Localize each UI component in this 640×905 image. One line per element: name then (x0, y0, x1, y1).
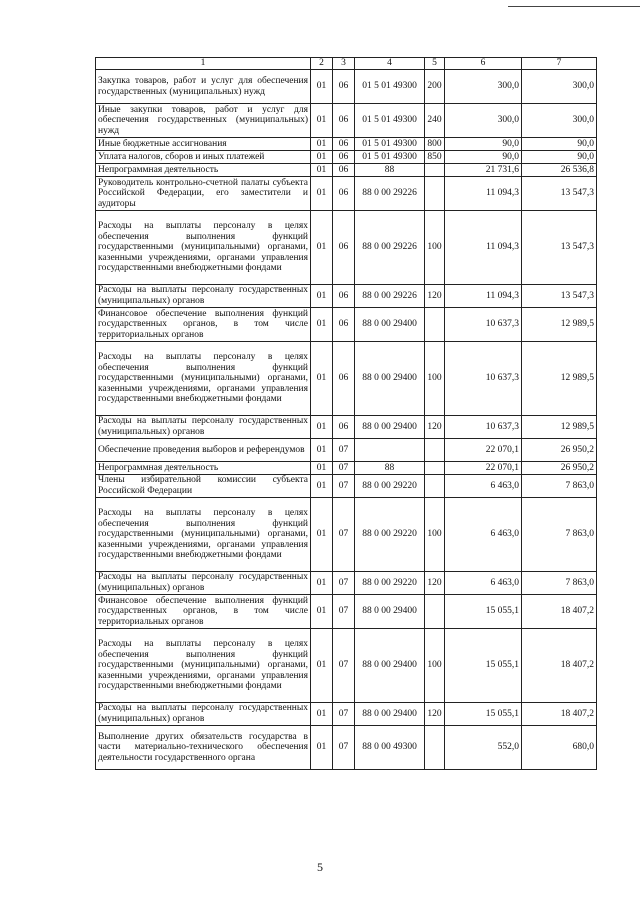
target-article-cell: 88 (355, 164, 425, 177)
amount-year-2-cell: 26 950,2 (522, 439, 597, 462)
target-article-cell (355, 439, 425, 462)
amount-year-2-cell: 7 863,0 (522, 475, 597, 498)
podrazdel-cell: 06 (333, 308, 355, 342)
amount-year-1-cell: 11 094,3 (445, 211, 522, 285)
razdel-cell: 01 (311, 462, 333, 475)
amount-year-1-cell: 6 463,0 (445, 498, 522, 572)
razdel-cell: 01 (311, 285, 333, 308)
expense-type-cell: 120 (425, 703, 445, 726)
razdel-cell: 01 (311, 164, 333, 177)
header-cell: 4 (355, 58, 425, 70)
podrazdel-cell: 07 (333, 572, 355, 595)
amount-year-2-cell: 13 547,3 (522, 177, 597, 211)
table-row (96, 595, 597, 629)
expense-type-cell (425, 308, 445, 342)
podrazdel-cell: 06 (333, 285, 355, 308)
razdel-cell: 01 (311, 726, 333, 770)
amount-year-2-cell: 300,0 (522, 70, 597, 104)
row-name-cell: Расходы на выплаты персоналу в целях обеспечения выполнения функций государственными (муниципальными) органами, казенными учреждениями, органами управления государственными внебюджетными фондами (96, 629, 311, 703)
podrazdel-cell: 07 (333, 726, 355, 770)
expense-type-cell (425, 439, 445, 462)
row-name-cell: Руководитель контрольно-счетной палаты субъекта Российской Федерации, его заместители и аудиторы (96, 177, 311, 211)
target-article-cell: 88 0 00 29400 (355, 629, 425, 703)
expense-type-cell: 100 (425, 211, 445, 285)
razdel-cell: 01 (311, 595, 333, 629)
razdel-cell: 01 (311, 498, 333, 572)
row-name-cell: Расходы на выплаты персоналу в целях обеспечения выполнения функций государственными (муниципальными) органами, казенными учреждениями, органами управления государственными внебюджетными фондами (96, 498, 311, 572)
razdel-cell: 01 (311, 308, 333, 342)
row-name-cell: Финансовое обеспечение выполнения функций государственных органов, в том числе территориальных органов (96, 595, 311, 629)
target-article-cell: 88 0 00 29400 (355, 595, 425, 629)
row-name-cell: Финансовое обеспечение выполнения функций государственных органов, в том числе территориальных органов (96, 308, 311, 342)
header-cell: 5 (425, 58, 445, 70)
podrazdel-cell: 06 (333, 138, 355, 151)
amount-year-2-cell: 7 863,0 (522, 572, 597, 595)
amount-year-1-cell: 15 055,1 (445, 595, 522, 629)
amount-year-1-cell: 11 094,3 (445, 177, 522, 211)
podrazdel-cell: 06 (333, 70, 355, 104)
table-row (96, 285, 597, 308)
amount-year-1-cell: 15 055,1 (445, 703, 522, 726)
target-article-cell: 88 (355, 462, 425, 475)
table-row (96, 138, 597, 151)
amount-year-2-cell: 12 989,5 (522, 342, 597, 416)
razdel-cell: 01 (311, 177, 333, 211)
amount-year-1-cell: 22 070,1 (445, 462, 522, 475)
amount-year-2-cell: 12 989,5 (522, 416, 597, 439)
target-article-cell: 88 0 00 49300 (355, 726, 425, 770)
amount-year-1-cell: 22 070,1 (445, 439, 522, 462)
amount-year-1-cell: 90,0 (445, 138, 522, 151)
razdel-cell: 01 (311, 104, 333, 138)
target-article-cell: 88 0 00 29220 (355, 498, 425, 572)
row-name-cell: Иные закупки товаров, работ и услуг для обеспечения государственных (муниципальных) нужд (96, 104, 311, 138)
amount-year-1-cell: 10 637,3 (445, 416, 522, 439)
podrazdel-cell: 07 (333, 703, 355, 726)
podrazdel-cell: 07 (333, 595, 355, 629)
expense-type-cell: 100 (425, 342, 445, 416)
table-row (96, 211, 597, 285)
podrazdel-cell: 07 (333, 629, 355, 703)
razdel-cell: 01 (311, 703, 333, 726)
table-row (96, 475, 597, 498)
podrazdel-cell: 07 (333, 498, 355, 572)
razdel-cell: 01 (311, 439, 333, 462)
target-article-cell: 01 5 01 49300 (355, 104, 425, 138)
amount-year-2-cell: 300,0 (522, 104, 597, 138)
header-cell: 6 (445, 58, 522, 70)
expense-type-cell (425, 462, 445, 475)
table-body (96, 70, 597, 770)
expense-type-cell: 240 (425, 104, 445, 138)
amount-year-2-cell: 13 547,3 (522, 285, 597, 308)
table-row (96, 726, 597, 770)
podrazdel-cell: 06 (333, 211, 355, 285)
amount-year-2-cell: 12 989,5 (522, 308, 597, 342)
expense-type-cell (425, 726, 445, 770)
podrazdel-cell: 06 (333, 416, 355, 439)
row-name-cell: Уплата налогов, сборов и иных платежей (96, 151, 311, 164)
row-name-cell: Непрограммная деятельность (96, 462, 311, 475)
amount-year-2-cell: 26 950,2 (522, 462, 597, 475)
razdel-cell: 01 (311, 475, 333, 498)
expense-type-cell (425, 164, 445, 177)
razdel-cell: 01 (311, 151, 333, 164)
podrazdel-cell: 07 (333, 439, 355, 462)
table-row (96, 104, 597, 138)
table-row (96, 703, 597, 726)
table-row (96, 462, 597, 475)
row-name-cell: Закупка товаров, работ и услуг для обеспечения государственных (муниципальных) нужд (96, 70, 311, 104)
header-cell: 7 (522, 58, 597, 70)
amount-year-2-cell: 90,0 (522, 138, 597, 151)
table-row (96, 151, 597, 164)
podrazdel-cell: 06 (333, 151, 355, 164)
podrazdel-cell: 06 (333, 177, 355, 211)
podrazdel-cell: 06 (333, 104, 355, 138)
target-article-cell: 88 0 00 29400 (355, 416, 425, 439)
row-name-cell: Выполнение других обязательств государства в части материально-технического обеспечения деятельности государственного органа (96, 726, 311, 770)
razdel-cell: 01 (311, 211, 333, 285)
header-cell: 1 (96, 58, 311, 70)
expense-type-cell: 120 (425, 416, 445, 439)
table-header-row (96, 58, 597, 70)
expense-type-cell (425, 177, 445, 211)
table-row (96, 439, 597, 462)
amount-year-2-cell: 18 407,2 (522, 629, 597, 703)
row-name-cell: Иные бюджетные ассигнования (96, 138, 311, 151)
row-name-cell: Расходы на выплаты персоналу государственных (муниципальных) органов (96, 703, 311, 726)
row-name-cell: Непрограммная деятельность (96, 164, 311, 177)
amount-year-1-cell: 10 637,3 (445, 308, 522, 342)
table-row (96, 164, 597, 177)
target-article-cell: 88 0 00 29226 (355, 177, 425, 211)
target-article-cell: 88 0 00 29400 (355, 703, 425, 726)
row-name-cell: Расходы на выплаты персоналу государственных (муниципальных) органов (96, 416, 311, 439)
amount-year-2-cell: 18 407,2 (522, 703, 597, 726)
target-article-cell: 88 0 00 29400 (355, 342, 425, 416)
amount-year-2-cell: 7 863,0 (522, 498, 597, 572)
row-name-cell: Обеспечение проведения выборов и референдумов (96, 439, 311, 462)
row-name-cell: Члены избирательной комиссии субъекта Российской Федерации (96, 475, 311, 498)
amount-year-1-cell: 10 637,3 (445, 342, 522, 416)
amount-year-1-cell: 21 731,6 (445, 164, 522, 177)
amount-year-2-cell: 90,0 (522, 151, 597, 164)
header-cell: 2 (311, 58, 333, 70)
amount-year-2-cell: 18 407,2 (522, 595, 597, 629)
amount-year-1-cell: 300,0 (445, 70, 522, 104)
expense-type-cell: 850 (425, 151, 445, 164)
razdel-cell: 01 (311, 572, 333, 595)
table-row (96, 629, 597, 703)
target-article-cell: 88 0 00 29226 (355, 285, 425, 308)
amount-year-1-cell: 11 094,3 (445, 285, 522, 308)
amount-year-1-cell: 6 463,0 (445, 572, 522, 595)
table-row (96, 416, 597, 439)
target-article-cell: 01 5 01 49300 (355, 151, 425, 164)
podrazdel-cell: 06 (333, 342, 355, 416)
amount-year-1-cell: 300,0 (445, 104, 522, 138)
target-article-cell: 88 0 00 29220 (355, 572, 425, 595)
expense-type-cell: 200 (425, 70, 445, 104)
amount-year-1-cell: 15 055,1 (445, 629, 522, 703)
budget-table (95, 57, 597, 770)
table-row (96, 342, 597, 416)
expense-type-cell: 120 (425, 572, 445, 595)
table-row (96, 177, 597, 211)
table-row (96, 308, 597, 342)
podrazdel-cell: 07 (333, 462, 355, 475)
amount-year-1-cell: 90,0 (445, 151, 522, 164)
table-row (96, 70, 597, 104)
expense-type-cell: 120 (425, 285, 445, 308)
razdel-cell: 01 (311, 416, 333, 439)
table-row (96, 572, 597, 595)
table-row (96, 498, 597, 572)
razdel-cell: 01 (311, 70, 333, 104)
podrazdel-cell: 07 (333, 475, 355, 498)
amount-year-2-cell: 13 547,3 (522, 211, 597, 285)
row-name-cell: Расходы на выплаты персоналу государственных (муниципальных) органов (96, 572, 311, 595)
row-name-cell: Расходы на выплаты персоналу в целях обеспечения выполнения функций государственными (муниципальными) органами, казенными учреждениями, органами управления государственными внебюджетными фондами (96, 211, 311, 285)
expense-type-cell (425, 475, 445, 498)
row-name-cell: Расходы на выплаты персоналу государственных (муниципальных) органов (96, 285, 311, 308)
expense-type-cell: 100 (425, 629, 445, 703)
amount-year-1-cell: 552,0 (445, 726, 522, 770)
amount-year-2-cell: 680,0 (522, 726, 597, 770)
razdel-cell: 01 (311, 629, 333, 703)
target-article-cell: 88 0 00 29220 (355, 475, 425, 498)
expense-type-cell: 100 (425, 498, 445, 572)
podrazdel-cell: 06 (333, 164, 355, 177)
header-cell: 3 (333, 58, 355, 70)
expense-type-cell (425, 595, 445, 629)
razdel-cell: 01 (311, 342, 333, 416)
target-article-cell: 88 0 00 29226 (355, 211, 425, 285)
target-article-cell: 01 5 01 49300 (355, 70, 425, 104)
amount-year-1-cell: 6 463,0 (445, 475, 522, 498)
target-article-cell: 01 5 01 49300 (355, 138, 425, 151)
expense-type-cell: 800 (425, 138, 445, 151)
razdel-cell: 01 (311, 138, 333, 151)
page-number: 5 (317, 860, 323, 874)
top-rule (508, 6, 640, 7)
target-article-cell: 88 0 00 29400 (355, 308, 425, 342)
amount-year-2-cell: 26 536,8 (522, 164, 597, 177)
row-name-cell: Расходы на выплаты персоналу в целях обеспечения выполнения функций государственными (муниципальными) органами, казенными учреждениями, органами управления государственными внебюджетными фондами (96, 342, 311, 416)
